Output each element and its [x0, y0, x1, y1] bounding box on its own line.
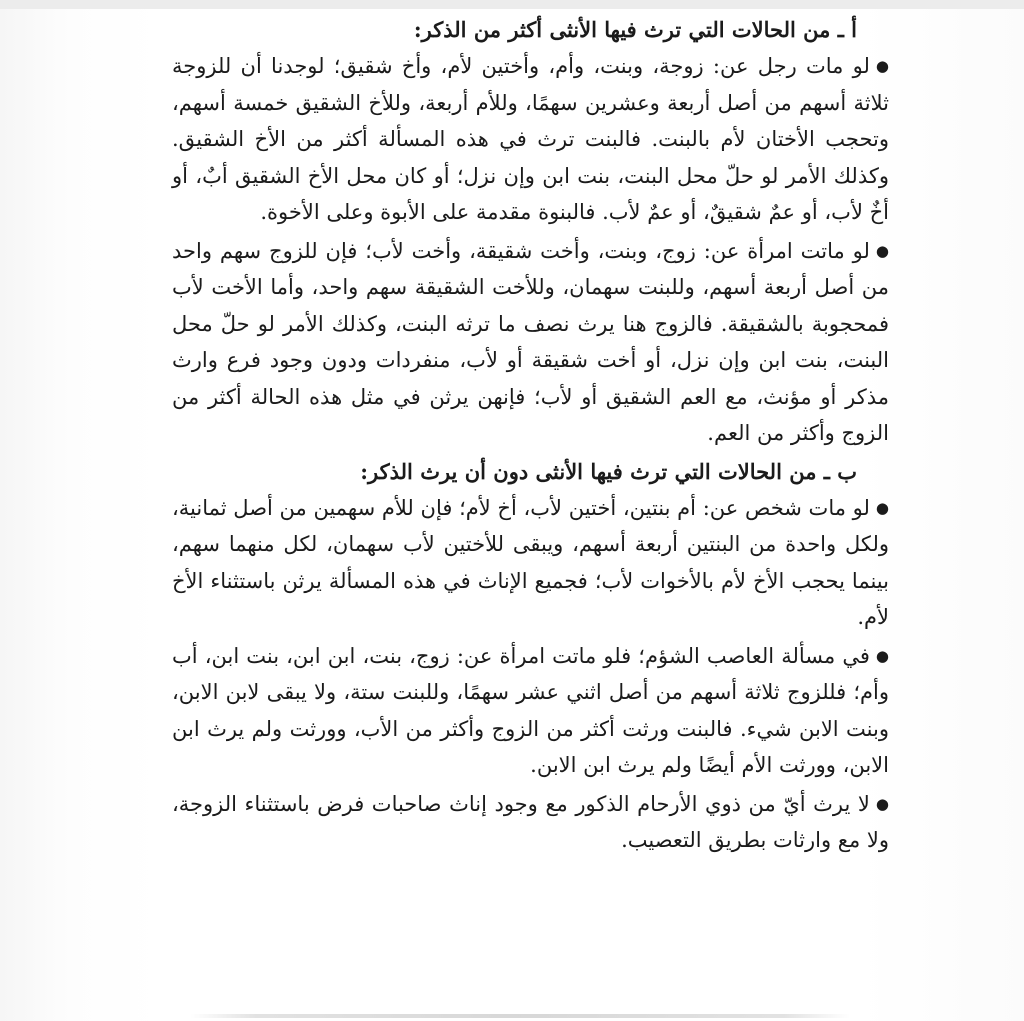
paragraph-text: لو مات شخص عن: أم بنتين، أختين لأب، أخ لأم؛ فإن للأم سهمين من أصل ثمانية، ولكل واحدة من البنتين أربعة أسهم، ويبقى للأختين لأب سهمان، لكل منهما سهم، بينما يحجب الأخ لأم بالأخوات لأب؛ فجميع الإناث في هذه المسألة يرثن باستثناء الأخ لأم.	[172, 495, 889, 629]
section-b-heading: ب ـ من الحالات التي ترث فيها الأنثى دون أن يرث الذكر:	[360, 458, 857, 484]
page-top-edge	[0, 0, 1024, 9]
paragraph-text: لو ماتت امرأة عن: زوج، وبنت، وأخت شقيقة، وأخت لأب؛ فإن للزوج سهم واحد من أصل أربعة أسهم، وللبنت سهمان، وللأخت الشقيقة سهم واحد، وأما الأخت لأب فمحجوبة بالشقيقة. فالزوج هنا يرث نصف ما ترثه البنت، وكذلك الأمر لو حلّ محل البنت، بنت ابن وإن نزل، أو أخت شقيقة أو لأب، منفردات ودون وجود فرع وارث مذكر أو مؤنث، مع العم الشقيق أو لأب؛ فإنهن يرثن في مثل هذه الحالة أكثر من الزوج وأكثر من العم.	[172, 238, 889, 445]
bullet-icon: ●	[875, 241, 889, 260]
paragraph-text: لا يرث أيّ من ذوي الأرحام الذكور مع وجود إناث صاحبات فرض باستثناء الزوجة، ولا مع وارثات بطريق التعصيب.	[172, 791, 889, 852]
bullet-icon: ●	[875, 498, 889, 517]
bullet-icon: ●	[875, 646, 889, 665]
cut-off-text-line	[190, 1014, 850, 1018]
section-b-paragraph-1	[172, 490, 889, 636]
paragraph-text: لو مات رجل عن: زوجة، وبنت، وأم، وأختين لأم، وأخ شقيق؛ لوجدنا أن للزوجة ثلاثة أسهم من أصل أربعة وعشرين سهمًا، وللأم أربعة، وللأخ الشقيق خمسة أسهم، وتحجب الأختان لأم بالبنت. فالبنت ترث في هذه المسألة أكثر من الأخ الشقيق. وكذلك الأمر لو حلّ محل البنت، بنت ابن وإن نزل؛ أو كان محل الأخ الشقيق أبٌ، أو أخٌ لأب، أو عمٌ شقيقٌ، أو عمٌ لأب. فالبنوة مقدمة على الأبوة وعلى الأخوة.	[172, 54, 889, 224]
section-a-paragraph-1	[172, 48, 889, 231]
bullet-icon: ●	[875, 57, 889, 75]
document-text-column	[172, 10, 889, 861]
bullet-icon: ●	[875, 794, 889, 813]
section-a-heading: أ ـ من الحالات التي ترث فيها الأنثى أكثر من الذكر:	[413, 17, 857, 42]
section-a-paragraph-2	[172, 233, 889, 452]
paragraph-text: في مسألة العاصب الشؤم؛ فلو ماتت امرأة عن: زوج، بنت، ابن ابن، بنت ابن، أب وأم؛ فللزوج ثلاثة أسهم من أصل اثني عشر سهمًا، وللبنت ستة، ولا يبقى لابن الابن، وبنت الابن شيء. فالبنت ورثت أكثر من الزوج وأكثر من الأب، وورثت ولم يرث ابن الابن، وورثت الأم أيضًا ولم يرث ابن الابن.	[172, 643, 889, 777]
section-b-paragraph-2	[172, 638, 889, 784]
section-b-paragraph-3	[172, 786, 889, 859]
